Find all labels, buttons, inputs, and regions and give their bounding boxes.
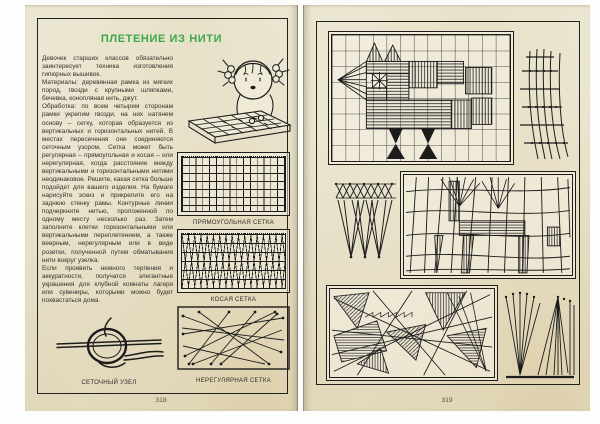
rectangular-grid-label: ПРЯМОУГОЛЬНАЯ СЕТКА (192, 219, 274, 226)
process-paragraph: Обработка: по всем четырем сторонам рамки укрепим гвозди, на них натянем основу – сетку, которая образуется из вертикальных и горизонтальных нитей. В местах пересечения они соединяются сеточным узором. Сетка может быть регулярная – прямоугольная и косая – или нерегулярная, когда расстояние между вертикальными и горизонтальными нитями неодинаковое. Решите, какая сетка больше подойдет для вашего изделия. На бумаге нарисуйте эскиз и прикрепите его на заднюю стенку рамы. Контурные линии подчеркните нитью, проложенной по одному месту несколько раз. Затем заполните клетки горизонтальными или вертикальными переплетением, а также веерным, нерегулярным или в виде розетки, полученной путем обматывания нити вокруг узелка. (42, 103, 173, 264)
oblique-grid-pattern (181, 233, 286, 289)
materials-paragraph: Материалы: деревянная рамка из мягких пород, гвозди с крупными шляпками, бечевка, конопляная нить, джут. (42, 79, 173, 103)
oblique-grid-label: КОСАЯ СЕТКА (210, 296, 257, 303)
irregular-grid-diagram (177, 306, 290, 370)
right-page-number: 319 (441, 397, 453, 404)
body-text-column (42, 55, 173, 305)
page-title: ПЛЕТЕНИЕ ИЗ НИТИ (100, 33, 223, 45)
irregular-grid-label: НЕРЕГУЛЯРНАЯ СЕТКА (196, 377, 271, 384)
bird-string-art (332, 35, 510, 161)
oblique-grid-diagram (177, 229, 290, 293)
right-page (303, 5, 590, 411)
zigzag-sample (334, 181, 398, 265)
irregular-warped-grid-art (404, 175, 572, 275)
rectangular-grid-diagram (177, 152, 290, 216)
intro-paragraph: Девочек старших классов обязательно заинтересует техника изготовления гипюрных вышивок. (42, 55, 173, 79)
outro-paragraph: Если проявить немного терпения и аккуратности, получатся элегантные украшения для клубной комнаты лагеря или сувениры, которыми можно будет похвастаться дома. (42, 264, 173, 304)
rectangular-grid-pattern (181, 156, 286, 212)
abstract-string-art (330, 289, 494, 377)
net-knot-illustration (53, 315, 165, 375)
left-page-number: 318 (155, 397, 167, 404)
bird-string-art-panel (328, 31, 514, 165)
abstract-composition-panel (326, 285, 498, 381)
net-knot-label: СЕТОЧНЫЙ УЗЕЛ (81, 379, 137, 386)
irregular-warped-grid-panel (400, 171, 576, 279)
girl-at-frame-illustration (186, 55, 296, 150)
curved-grid-sample (520, 45, 574, 163)
fan-pattern-sample (504, 289, 576, 381)
left-page (25, 5, 298, 411)
